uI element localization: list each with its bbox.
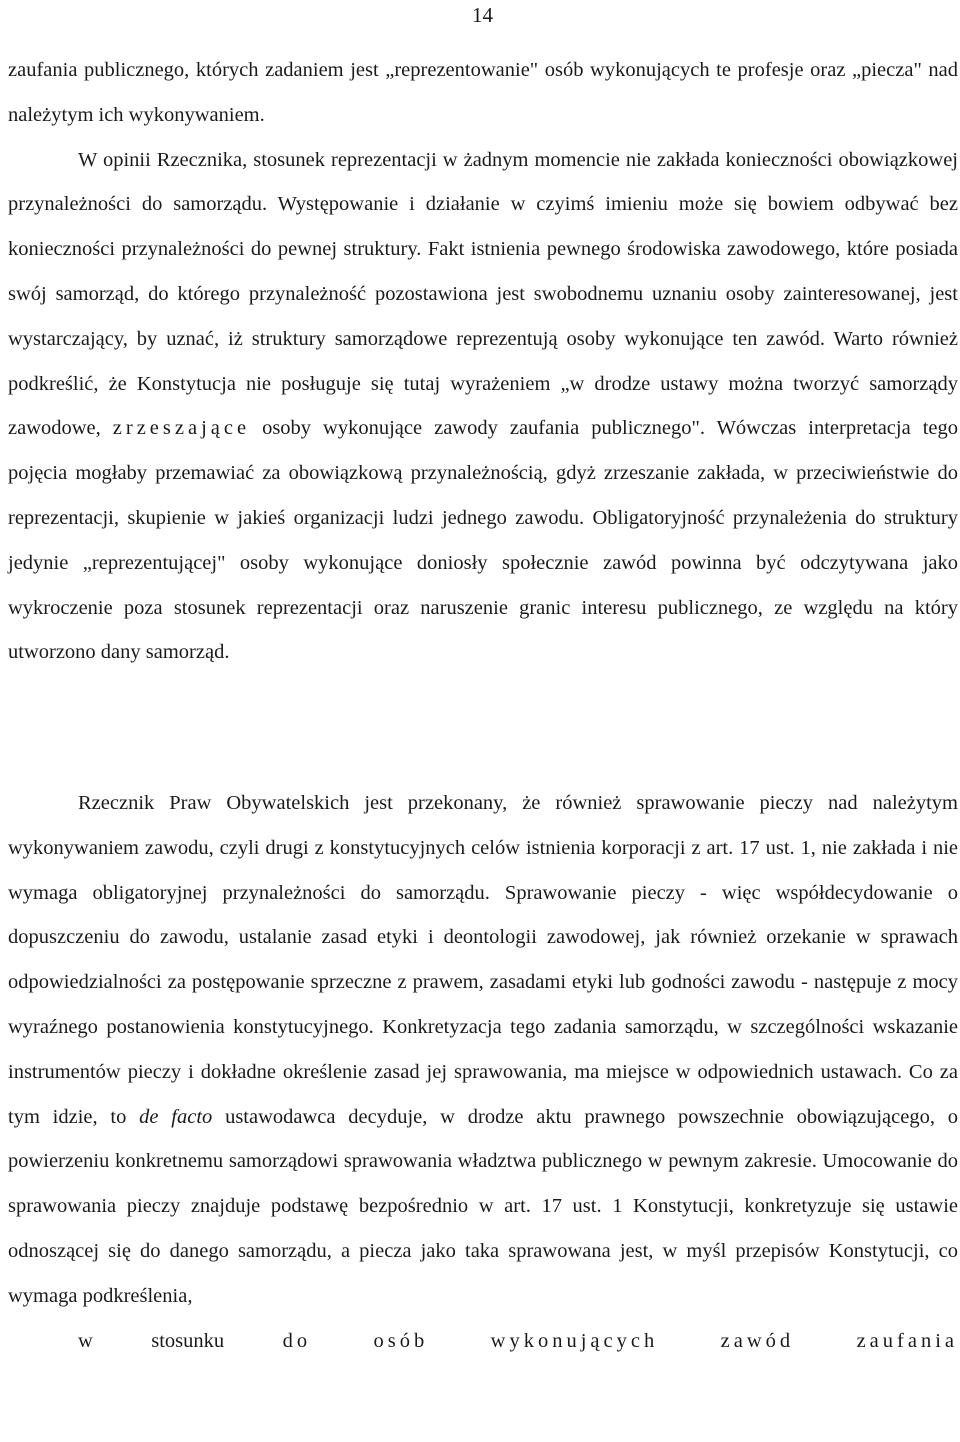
spaced-emphasis-word: zrzeszające xyxy=(112,417,251,440)
page-number: 14 xyxy=(472,3,493,27)
paragraph-3-text-a: Rzecznik Praw Obywatelskich jest przekonany, że również sprawowanie pieczy nad należytym wykonywaniem zawodu, czyli drugi z konstytucyjnych celów istnienia korporacji z art. 17 ust. 1, nie zakłada i nie wymaga obligatoryjnej przynależności do samorządu. Sprawowanie pieczy - więc współdecydowanie o dopuszczeniu do zawodu, ustalanie zasad etyki i deontologii zawodowej, jak również orzekanie w sprawach odpowiedzialności za postępowanie sprzeczne z prawem, zasadami etyki lub godności zawodu - następuje z mocy wyraźnego postanowienia konstytucyjnego. Konkretyzacja tego zadania samorządu, w szczególności wskazanie instrumentów pieczy i dokładne określenie zasad jej sprawowania, ma miejsce w odpowiednich ustawach. Co za tym idzie, to xyxy=(8,792,958,1128)
paragraph-1: zaufania publicznego, których zadaniem jest „reprezentowanie" osób wykonujących te profesje oraz „piecza" nad należytym ich wykonywaniem. xyxy=(8,59,958,126)
italic-latin-phrase: de facto xyxy=(139,1105,213,1128)
document-body-bottom xyxy=(8,781,958,1363)
paragraph-3-last-normal: w stosunku xyxy=(78,1329,225,1352)
paragraph-3-last-spaced: do osób wykonujących zawód zaufania xyxy=(282,1329,958,1352)
paragraph-3-text-b: ustawodawca decyduje, w drodze aktu prawnego powszechnie obowiązującego, o powierzeniu konkretnemu samorządowi sprawowania władztwa publicznego w pewnym zakresie. Umocowanie do sprawowania pieczy znajduje podstawę bezpośrednio w art. 17 ust. 1 Konstytucji, konkretyzuje się ustawie odnoszącej się do danego samorządu, a piecza jako taka sprawowana jest, w myśl przepisów Konstytucji, co wymaga podkreślenia, xyxy=(8,1105,958,1307)
paragraph-3-last-line xyxy=(8,1319,958,1364)
document-body-top xyxy=(8,48,958,675)
paragraph-2 xyxy=(8,138,958,676)
paragraph-2-text-b: osoby wykonujące zawody zaufania publicznego". Wówczas interpretacja tego pojęcia mogłaby przemawiać za obowiązkową przynależnością, gdyż zrzeszanie zakłada, w przeciwieństwie do reprezentacji, skupienie w jakieś organizacji ludzi jednego zawodu. Obligatoryjność przynależenia do struktury jedynie „reprezentującej" osoby wykonujące doniosły społecznie zawód powinna być odczytywana jako wykroczenie poza stosunek reprezentacji oraz naruszenie granic interesu publicznego, ze względu na który utworzono dany samorząd. xyxy=(8,417,958,664)
paragraph-3 xyxy=(8,781,958,1363)
paragraph-2-text-a: W opinii Rzecznika, stosunek reprezentacji w żadnym momencie nie zakłada konieczności obowiązkowej przynależności do samorządu. Występowanie i działanie w czyimś imieniu może się bowiem odbywać bez konieczności przynależności do pewnej struktury. Fakt istnienia pewnego środowiska zawodowego, które posiada swój samorząd, do którego przynależność pozostawiona jest swobodnemu uznaniu osoby zainteresowanej, jest wystarczający, by uznać, iż struktury samorządowe reprezentują osoby wykonujące ten zawód. Warto również podkreślić, że Konstytucja nie posługuje się tutaj wyrażeniem „w drodze ustawy można tworzyć samorządy zawodowe, xyxy=(8,148,958,440)
